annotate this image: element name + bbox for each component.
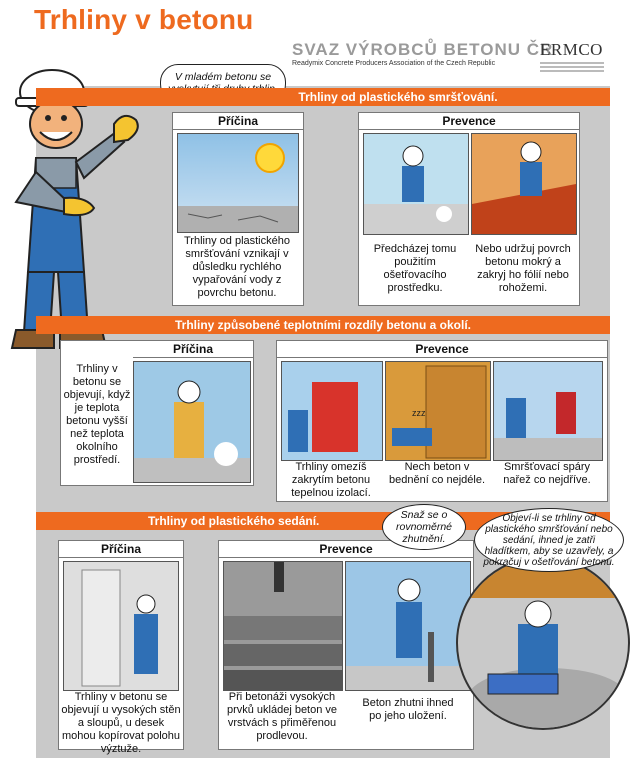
section1-prevention-text-1: Předcházej tomu použitím ošetřovacího prostředku. [373, 243, 457, 294]
cold-wind-illustration [133, 361, 251, 483]
section2-heading: Trhliny způsobené teplotními rozdíly betonu a okolí. [36, 316, 610, 334]
section2-prevention-text-2: Nech beton v bednění co nejdéle. [388, 461, 486, 486]
formwork-illustration [385, 361, 491, 461]
section2-cause-text: Trhliny v betonu se objevují, když je teplota betonu vyšší než teplota okolního prostředí. [63, 363, 131, 466]
page-title: Trhliny v betonu [34, 4, 254, 35]
zzz-label: zzz [412, 408, 426, 418]
section2-prevention-header: Prevence [277, 341, 607, 358]
layered-pour-illustration [223, 561, 343, 691]
association-name: SVAZ VÝROBCŮ BETONU ČR [292, 40, 554, 59]
section3-cause-text: Trhliny v betonu se objevují u vysokých stěn a sloupů, u desek mohou kopírovat polohu výztuže. [61, 691, 181, 755]
section3-prevention-panel [218, 540, 474, 750]
vibrator-illustration [345, 561, 471, 691]
section1-prevention-header: Prevence [359, 113, 579, 130]
evaporation-illustration [177, 133, 299, 233]
section3-prevention-text-1: Při betonáži vysokých prvků ukládej beton ve vrstvách s přiměřenou prodlevou. [226, 691, 338, 742]
section3-prevention-text-2: Beton zhutni ihned po jeho uložení. [362, 697, 454, 722]
spraying-illustration [363, 133, 469, 235]
trowel-repair-illustration [456, 556, 630, 730]
section2-prevention-text-3: Smršťovací spáry nařež co nejdříve. [503, 461, 591, 486]
covering-illustration [471, 133, 577, 235]
section3-cause-panel [58, 540, 184, 755]
section2-cause-header: Příčina [133, 341, 253, 358]
section1-cause-header: Příčina [173, 113, 303, 130]
ermco-logo-lines [540, 60, 604, 74]
section3-heading: Trhliny od plastického sedání. [36, 512, 610, 530]
ermco-logo: ERMCO [540, 40, 603, 59]
section3-prevention-header: Prevence [219, 541, 473, 558]
intro-speech-bubble: V mladém betonu se [160, 64, 286, 102]
insulation-illustration [281, 361, 383, 461]
section1-prevention-panel [358, 112, 580, 306]
section1-cause-text: Trhliny od plastického smršťování vznikají v důsledku rychlého vypařování vody z povrchu betonu. [184, 235, 290, 299]
saw-cutting-illustration [493, 361, 603, 461]
section2-prevention-text-1: Trhliny omezíš zakrytím betonu tepelnou izolací. [291, 461, 371, 499]
compaction-speech-bubble: Snaž se o rovnoměrné zhutnění. [382, 504, 466, 550]
section2-cause-panel [60, 340, 254, 486]
section1-prevention-text-2: Nebo udržuj povrch betonu mokrý a zakryj ho fólií nebo rohožemi. [475, 243, 571, 294]
column-illustration [63, 561, 179, 691]
section2-prevention-panel [276, 340, 608, 502]
section3-cause-header: Příčina [59, 541, 183, 558]
section1-cause-panel [172, 112, 304, 306]
association-subtitle: Readymix Concrete Producers Association of the Czech Republic [292, 60, 496, 67]
repair-speech-bubble: Objeví-li se trhliny od plastického smršťování nebo sedání, ihned je zatři hladítkem, aby se uzavřely, a pokračuj v ošetřování betonu. [474, 508, 624, 572]
section1-heading: Trhliny od plastického smršťování. [36, 88, 610, 106]
